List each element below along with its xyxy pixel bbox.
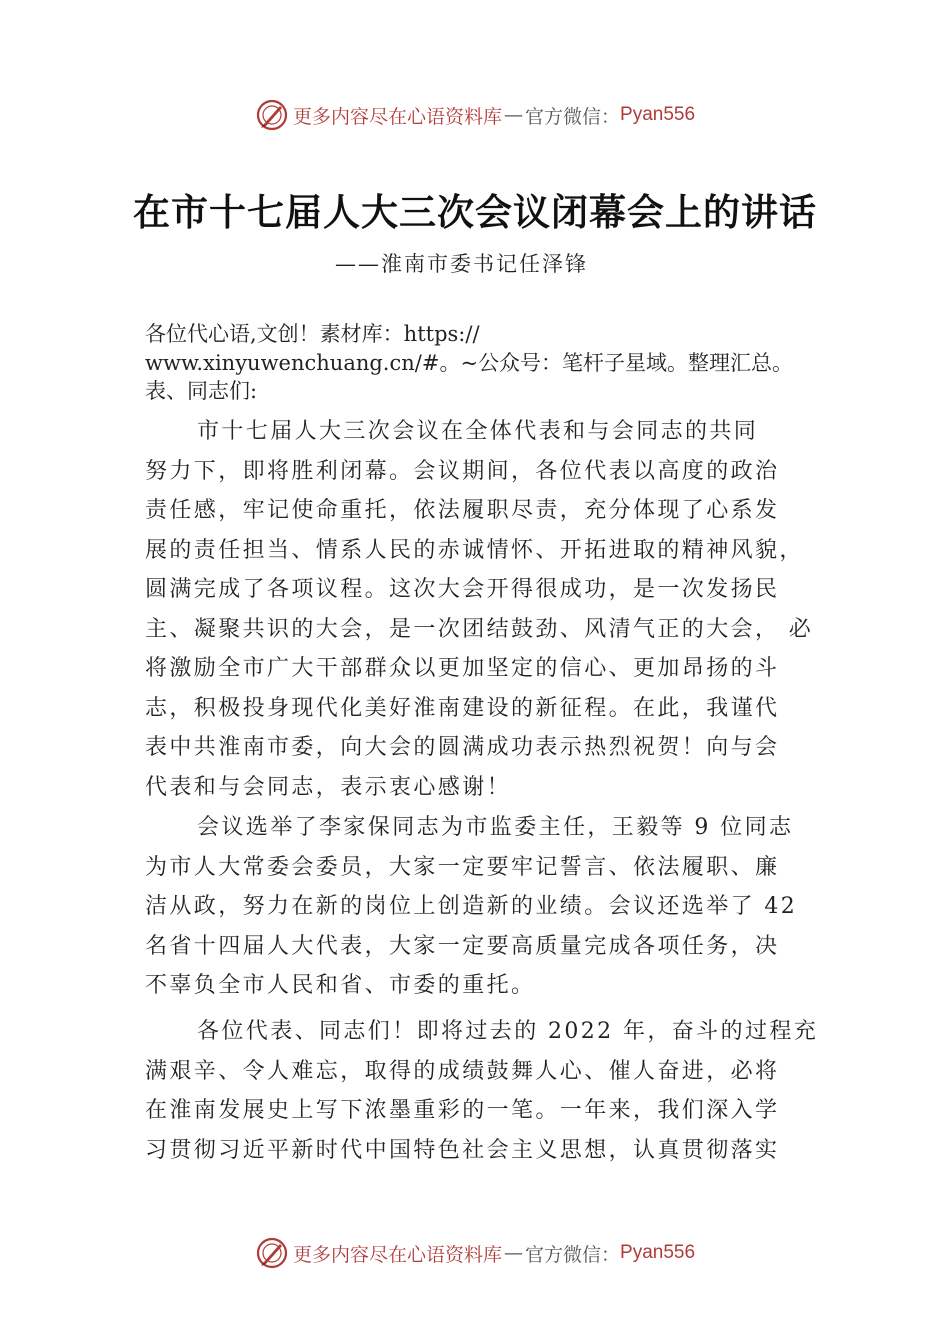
banner-dash: —: [503, 104, 523, 126]
banner-wechat-id: Pyan556: [620, 1242, 696, 1263]
text-line: 市十七届人大三次会议在全体代表和与会同志的共同: [197, 419, 759, 444]
banner-wechat-label: 官方微信: [524, 105, 601, 128]
text-line: 满艰辛、令人难忘，取得的成绩鼓舞人心、催人奋进，必将: [145, 1058, 780, 1084]
text-line: 为市人大常委会委员，大家一定要牢记誓言、依法履职、廉: [145, 854, 780, 880]
text-line: 展的责任担当、情系人民的赤诚情怀、开拓进取的精神风貌，: [145, 537, 804, 563]
banner-wechat-id: Pyan556: [620, 104, 696, 125]
text-line: 洁从政，努力在新的岗位上创造新的业绩。会议还选举了 42: [145, 894, 798, 919]
text-line: 主、凝聚共识的大会，是一次团结鼓劲、风清气正的大会， 必: [145, 616, 814, 642]
text-line: 代表和与会同志，表示衷心感谢！: [145, 774, 512, 800]
pen-seal-logo-icon: [255, 1236, 289, 1270]
banner-colon: ：: [601, 1243, 621, 1266]
banner-text: 更多内容尽在心语资料库: [292, 1243, 502, 1266]
document-title: 在市十七届人大三次会议闭幕会上的讲话: [133, 190, 817, 234]
text-line: 名省十四届人大代表，大家一定要高质量完成各项任务，决: [145, 933, 780, 959]
pen-seal-logo-icon: [255, 98, 289, 132]
text-line: 责任感，牢记使命重托，依法履职尽责，充分体现了心系发: [145, 498, 780, 523]
header-banner: [0, 95, 950, 135]
intro-line: 各位代心语,文创！素材库：https://: [145, 322, 480, 346]
text-line: 习贯彻习近平新时代中国特色社会主义思想，认真贯彻落实: [145, 1137, 780, 1163]
text-line: 不辜负全市人民和省、市委的重托。: [145, 973, 536, 998]
banner-wechat-label: 官方微信: [524, 1243, 601, 1266]
banner-text: 更多内容尽在心语资料库: [292, 105, 502, 128]
text-line: 将激励全市广大干部群众以更加坚定的信心、更加昂扬的斗: [145, 656, 780, 681]
text-line: 志，积极投身现代化美好淮南建设的新征程。在此，我谨代: [145, 695, 780, 721]
banner-colon: ：: [601, 105, 621, 128]
intro-block: [145, 320, 793, 406]
text-line: 各位代表、同志们！即将过去的 2022 年，奋斗的过程充: [197, 1019, 819, 1044]
footer-banner: [0, 1233, 950, 1273]
intro-line: 表、同志们:: [145, 379, 258, 403]
paragraph-1: [145, 412, 815, 807]
text-line: 会议选举了李家保同志为市监委主任，王毅等 9 位同志: [197, 815, 794, 840]
text-line: 圆满完成了各项议程。这次大会开得很成功，是一次发扬民: [145, 577, 780, 602]
paragraph-3: [145, 1012, 819, 1170]
paragraph-2: [145, 808, 815, 1006]
text-line: 努力下，即将胜利闭幕。会议期间，各位代表以高度的政治: [145, 458, 780, 484]
text-line: 在淮南发展史上写下浓墨重彩的一笔。一年来，我们深入学: [145, 1098, 780, 1123]
banner-dash: —: [503, 1242, 523, 1264]
document-subtitle: ——淮南市委书记任泽锋: [335, 252, 588, 276]
text-line: 表中共淮南市委，向大会的圆满成功表示热烈祝贺！向与会: [145, 735, 780, 760]
intro-line: www.xinyuwenchuang.cn/#。~公众号：笔杆子星域。整理汇总。: [145, 350, 794, 375]
